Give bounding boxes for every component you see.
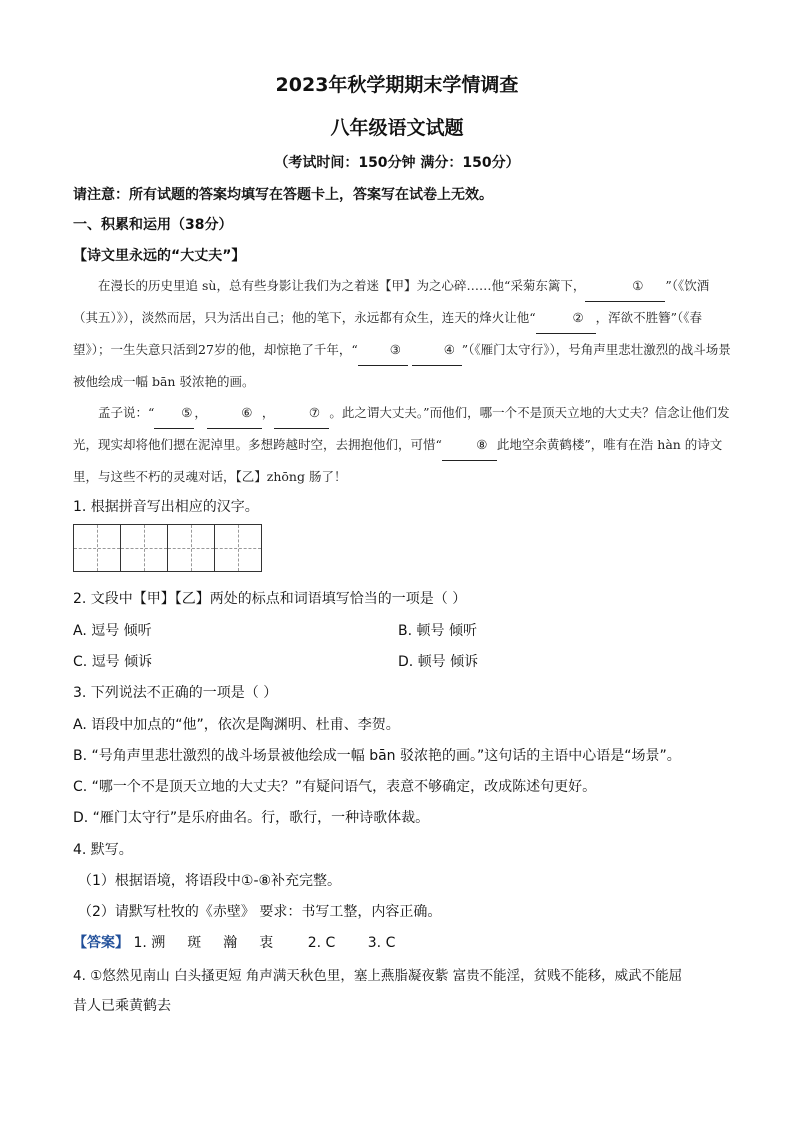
passage-text: 此地空余黄鹤楼”，唯有在浩 hàn 的诗文里，与这些不朽的灵魂对话，【乙】zhōng 肠了！ [73, 437, 723, 484]
q3-option-d: D. “雁门太守行”是乐府曲名。行，歌行，一种诗歌体裁。 [73, 810, 430, 826]
blank-4: ④ [412, 334, 462, 366]
passage-text: 。此之谓大丈夫。”而他们，哪一个不是顶天立地的大丈夫？信念让他们发光，现实却将他们摁在泥淖里。多想跨越时空，去拥抱他们，可惜“ [73, 405, 730, 452]
passage-paragraph-2: 孟子说：“ ⑤ ， ⑥ ， ⑦ 。此之谓大丈夫。”而他们，哪一个不是顶天立地的大丈夫？信念让他们发光，现实却将他们摁在泥淖里。多想跨越时空，去拥抱他们，可惜“ ⑧ 此地空余黄鹤楼”，唯有在浩 hàn 的诗文里，与这些不朽的灵魂对话，【乙】zhōng 肠了！ [73, 397, 733, 492]
section-heading: 一、积累和运用（38分） [73, 217, 233, 233]
q3-option-c: C. “哪一个不是顶天立地的大丈夫？”有疑问语气，表意不够确定，改成陈述句更好。 [73, 779, 597, 795]
blank-7: ⑦ [274, 397, 329, 429]
passage [73, 270, 733, 492]
answer-q2: 2. C [307, 935, 336, 951]
q4-sub-2: （2）请默写杜牧的《赤壁》 要求：书写工整，内容正确。 [78, 904, 442, 920]
section-topic: 【诗文里永远的“大丈夫”】 [73, 248, 246, 264]
answer-q4-line-1: 4. ①悠然见南山 白头搔更短 角声满天秋色里，塞上燕脂凝夜紫 富贵不能淫，贫贱不能移，威武不能屈 [73, 968, 683, 984]
exam-subtitle: 八年级语文试题 [330, 117, 464, 139]
passage-text: 在漫长的历史里追 sù，总有些身影让我们为之着迷【甲】为之心碎……他“采菊东篱下， [98, 278, 586, 293]
blank-6: ⑥ [207, 397, 262, 429]
passage-text: ”（《雁门太守行》），号角声里悲壮激烈的战斗场景被他绘成一幅 bān 驳浓艳的画。 [73, 342, 731, 389]
answer-label: 【答案】 [73, 935, 129, 951]
answer-line [73, 932, 395, 952]
passage-paragraph-1 [73, 270, 733, 397]
answer-cell[interactable] [214, 524, 262, 572]
answer-grid [73, 524, 261, 572]
passage-text: ”（《饮酒（其五）》），淡然而居，只为活出自己；他的笔下，永远都有众生，连天的烽火让他“ [73, 278, 710, 325]
blank-2: ② [536, 302, 596, 334]
q3-option-b: B. “号角声里悲壮激烈的战斗场景被他绘成一幅 bān 驳浓艳的画。”这句话的主语中心语是“场景”。 [73, 748, 681, 764]
answer-cell[interactable] [167, 524, 215, 572]
answer-q4-line-2: 昔人已乘黄鹤去 [73, 998, 171, 1014]
blank-1: ① [585, 270, 665, 302]
answer-cell[interactable] [120, 524, 168, 572]
q2-option-b: B. 顿号 倾听 [398, 623, 477, 639]
passage-text: 孟子说：“ [98, 405, 155, 420]
q2-option-d: D. 顿号 倾诉 [398, 654, 479, 670]
answer-q3: 3. C [367, 935, 396, 951]
blank-5: ⑤ [154, 397, 194, 429]
answer-cell[interactable] [73, 524, 121, 572]
exam-title: 2023年秋学期期末学情调查 [275, 74, 519, 96]
q4-sub-1: （1）根据语境，将语段中①-⑧补充完整。 [78, 873, 342, 889]
blank-8: ⑧ [442, 429, 497, 461]
answer-q1-words: 溯 斑 瀚 衷 [151, 935, 274, 951]
q3-option-a: A. 语段中加点的“他”，依次是陶渊明、杜甫、李贺。 [73, 717, 400, 733]
question-1: 1. 根据拼音写出相应的汉字。 [73, 499, 259, 515]
passage-text: ，浑欲不胜簪”（《春望》）；一生失意只活到27岁的他，却惊艳了千年，“ [73, 310, 703, 357]
answer-q1-prefix: 1. [133, 935, 147, 951]
q2-option-a: A. 逗号 倾听 [73, 623, 152, 639]
blank-3: ③ [358, 334, 408, 366]
question-4: 4. 默写。 [73, 842, 133, 858]
exam-info: （考试时间：150分钟 满分：150分） [274, 155, 520, 171]
question-3: 3. 下列说法不正确的一项是（ ） [73, 685, 278, 701]
notice: 请注意：所有试题的答案均填写在答题卡上，答案写在试卷上无效。 [73, 187, 493, 203]
q2-option-c: C. 逗号 倾诉 [73, 654, 153, 670]
question-2: 2. 文段中【甲】【乙】两处的标点和词语填写恰当的一项是（ ） [73, 591, 467, 607]
